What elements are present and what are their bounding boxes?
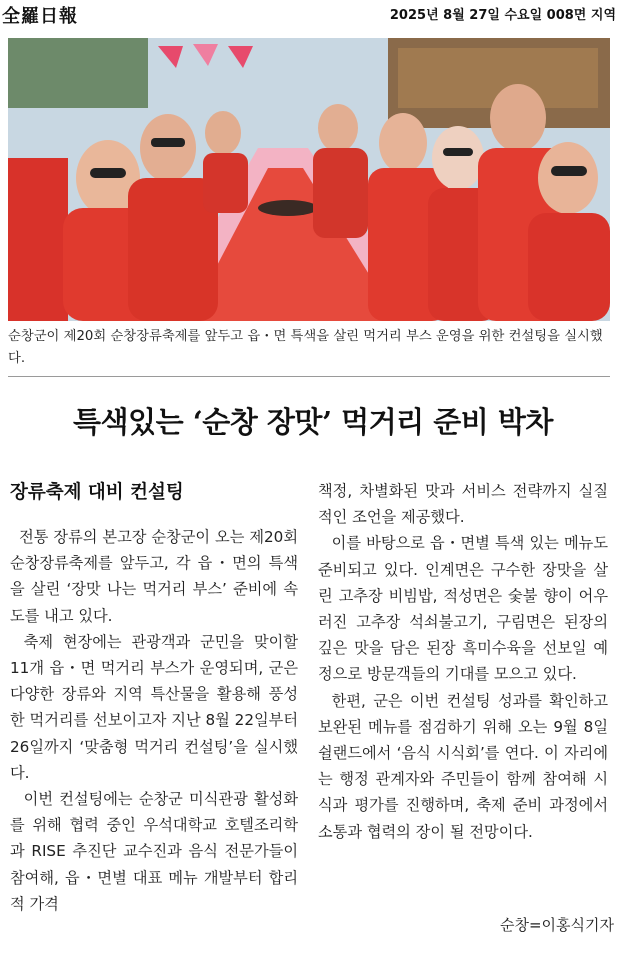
section-divider [8, 376, 610, 377]
paragraph: 한편, 군은 이번 컨설팅 성과를 확인하고 보완된 메뉴를 점검하기 위해 오는 9월 8일 쉴랜드에서 ‘음식 시식회’를 연다. 이 자리에는 행정 관계자와 주민들이 함께 참여해 시식과 평가를 진행하며, 축제 준비 과정에서 소통과 협력의 장이 될 전망이다. [318, 691, 608, 841]
paragraph: 이번 컨설팅에는 순창군 미식관광 활성화를 위해 협력 중인 우석대학교 호텔조리학과 RISE 추진단 교수진과 음식 전문가들이 참여해, 읍・면별 대표 메뉴 개발부터 합리적 가격 [10, 790, 298, 913]
reporter-byline: 순창=이홍식기자 [500, 916, 614, 934]
festival-photo [8, 38, 610, 321]
photo-caption: 순창군이 제20회 순창장류축제를 앞두고 읍・면 특색을 살린 먹거리 부스 운영을 위한 컨설팅을 실시했다. [8, 329, 603, 366]
paragraph: 축제 현장에는 관광객과 군민을 맞이할 11개 읍・면 먹거리 부스가 운영되며, 군은 다양한 장류와 지역 특산물을 활용해 풍성한 먹거리를 선보이고자 지난 8월 22일부터 26일까지 ‘맞춤형 먹거리 컨설팅’을 실시했다. [10, 632, 298, 782]
article-headline: 특색있는 ‘순창 장맛’ 먹거리 준비 박차 [73, 405, 553, 439]
article-column-1 [10, 524, 298, 917]
paragraph: 전통 장류의 본고장 순창군이 오는 제20회 순창장류축제를 앞두고, 각 읍・면의 특색을 살린 ‘장맛 나는 먹거리 부스’ 준비에 속도를 내고 있다. [10, 528, 298, 625]
issue-date-line: 2025년 8월 27일 수요일 008면 지역 [389, 8, 616, 23]
article-subhead: 장류축제 대비 컨설팅 [10, 482, 184, 503]
article-column-2 [318, 478, 608, 845]
paragraph: 책정, 차별화된 맛과 서비스 전략까지 실질적인 조언을 제공했다. [318, 482, 608, 527]
newspaper-logo: 全羅日報 [2, 6, 78, 27]
masthead [0, 0, 626, 26]
photo-illustration [8, 38, 610, 321]
paragraph: 이를 바탕으로 읍・면별 특색 있는 메뉴도 준비되고 있다. 인계면은 구수한 장맛을 살린 고추장 비빔밥, 적성면은 숯불 향이 어우러진 고추장 석쇠불고기, 구림면은 된장의 깊은 맛을 담은 된장 흑미수육을 선보일 예정으로 방문객들의 기대를 모으고 있다. [318, 534, 608, 684]
